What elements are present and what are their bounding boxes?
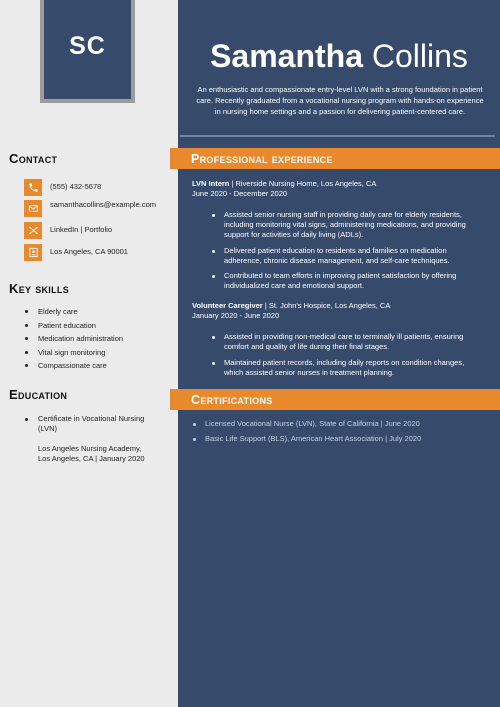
- job-bullet: Delivered patient education to residents and families on medication adherence, chronic disease management, and self-care techniques.: [212, 246, 482, 266]
- skill-item: Vital sign monitoring: [25, 346, 123, 360]
- phone-icon: [24, 179, 42, 196]
- school-info: [38, 444, 165, 464]
- address-text: Los Angeles, CA 90001: [50, 247, 128, 256]
- contact-address: [24, 244, 128, 261]
- school-location-date: Los Angeles, CA | January 2020: [38, 454, 145, 463]
- job-dates: June 2020 - December 2020: [192, 189, 288, 198]
- contact-links[interactable]: [24, 222, 112, 239]
- job-bullets: [212, 332, 482, 383]
- network-icon: [24, 222, 42, 239]
- links-text: LinkedIn | Portfolio: [50, 225, 112, 234]
- job-org: | Riverside Nursing Home, Los Angeles, CA: [229, 179, 377, 188]
- skills-list: [25, 305, 123, 373]
- degree-item: [25, 414, 165, 434]
- email-text: samanthacollins@example.com: [50, 200, 156, 209]
- last-name: Collins: [371, 38, 468, 74]
- job-dates: January 2020 - June 2020: [192, 311, 280, 320]
- contact-email[interactable]: [24, 200, 156, 217]
- header-divider: [180, 135, 495, 137]
- job-title: Volunteer Caregiver: [192, 301, 263, 310]
- job-bullet: Maintained patient records, including daily reports on condition changes, which assisted senior nurses in treatment planning.: [212, 358, 482, 378]
- job-bullets: [212, 210, 482, 297]
- certifications-list: [193, 419, 493, 449]
- job-bullet: Assisted senior nursing staff in providing daily care for elderly residents, including monitoring vital signs, administering medications, and providing support for activities of daily living (ADLs).: [212, 210, 482, 240]
- job-header: [192, 301, 390, 321]
- school-name: Los Angeles Nursing Academy,: [38, 444, 142, 453]
- profile-summary: An enthusiastic and compassionate entry-level LVN with a strong foundation in patient care. Recently graduated from a vocational nursing program with hands-on experience in nursing home settings and a passion for delivering patient-centered care.: [196, 85, 484, 116]
- first-name: Samantha: [210, 38, 363, 74]
- job-bullet: Contributed to team efforts in improving patient satisfaction by offering individualized care and emotional support.: [212, 271, 482, 291]
- bullet-dot: [25, 324, 28, 327]
- monogram-badge: [44, 0, 131, 99]
- education-entry: [25, 414, 165, 464]
- skill-item: Compassionate care: [25, 359, 123, 373]
- contact-heading: Contact: [9, 151, 58, 166]
- job-bullet: Assisted in providing non-medical care to terminally ill patients, ensuring comfort and quality of life during their final stages.: [212, 332, 482, 352]
- certifications-heading: Certifications: [191, 393, 273, 407]
- id-card-icon: [24, 244, 42, 261]
- monogram-initials: SC: [69, 32, 106, 60]
- certification-item: Basic Life Support (BLS), American Heart Association | July 2020: [193, 434, 493, 444]
- job-header: [192, 179, 376, 199]
- bullet-dot: [25, 337, 28, 340]
- candidate-name: [178, 36, 500, 76]
- bullet-dot: [25, 351, 28, 354]
- skill-item: Medication administration: [25, 332, 123, 346]
- degree-text: Certificate in Vocational Nursing (LVN): [38, 414, 145, 433]
- certification-item: Licensed Vocational Nurse (LVN), State of California | June 2020: [193, 419, 493, 429]
- skill-item: Patient education: [25, 319, 123, 333]
- bullet-dot: [25, 418, 28, 421]
- bullet-dot: [25, 364, 28, 367]
- job-org: | St. John's Hospice, Los Angeles, CA: [262, 301, 391, 310]
- phone-text: (555) 432-5678: [50, 182, 102, 191]
- skill-item: Elderly care: [25, 305, 123, 319]
- contact-phone[interactable]: [24, 179, 101, 196]
- job-title: LVN Intern: [192, 179, 230, 188]
- bullet-dot: [25, 310, 28, 313]
- education-heading: Education: [9, 387, 68, 402]
- skills-heading: Key skills: [9, 281, 70, 296]
- experience-heading: Professional experience: [191, 152, 333, 166]
- envelope-icon: [24, 200, 42, 217]
